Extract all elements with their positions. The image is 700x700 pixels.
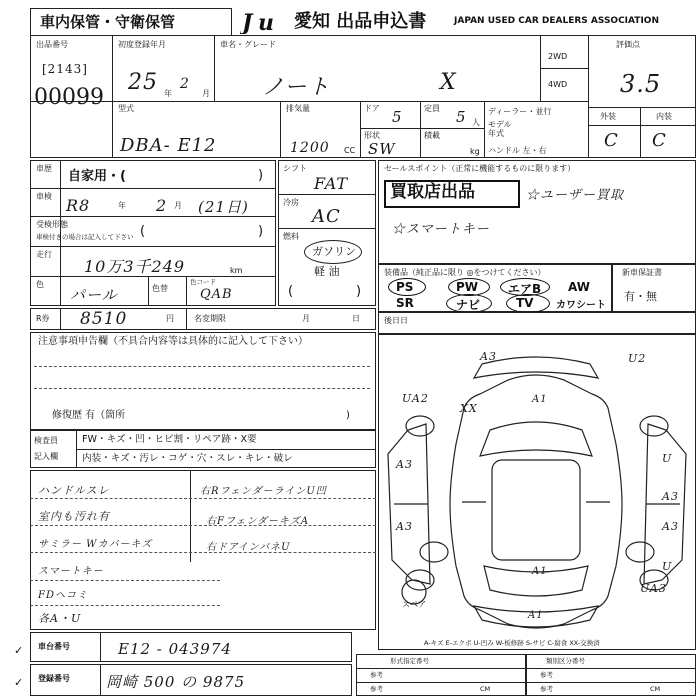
- dealer-handle: ハンドル 左・右: [488, 146, 547, 155]
- chassis-value: E12 - 043974: [118, 640, 232, 658]
- lot-number: 00099: [34, 85, 104, 110]
- score-int-value: C: [652, 130, 667, 151]
- note-right-2: 右FフェンダーキズA: [206, 516, 310, 527]
- load-unit: kg: [470, 147, 480, 156]
- history-label: 車歴: [36, 164, 52, 173]
- repair-close: ): [346, 410, 350, 421]
- name-change-month: 月: [302, 314, 310, 323]
- model-label: 型式: [118, 104, 134, 113]
- rear-box: [378, 312, 696, 334]
- car-grade-value: X: [440, 70, 457, 95]
- shape-label: 形状: [364, 131, 380, 140]
- displacement-unit: CC: [344, 146, 356, 155]
- circle-tv: [506, 294, 550, 313]
- equip-navi: ナビ: [456, 298, 481, 312]
- note-left-5: FDヘコミ: [38, 590, 88, 601]
- mark-ua2-left: UA2: [402, 392, 429, 405]
- category-label: 類別区分番号: [546, 657, 585, 665]
- check-mark-2: ✓: [14, 676, 24, 689]
- ac-value: AC: [312, 206, 341, 227]
- mark-spare: スペア: [402, 600, 426, 609]
- mileage-label: 走行: [36, 250, 52, 259]
- mark-a1-bottom: A1: [532, 566, 548, 577]
- car-name-label: 車名・グレード: [220, 40, 276, 49]
- damage-legend: A-キズ E-エクボ U-凹み W-板修跡 S-サビ C-腐食 XX-交換済: [424, 639, 600, 647]
- cm-1: CM: [480, 685, 491, 693]
- ac-label: 冷房: [283, 198, 299, 207]
- score-label: 評価点: [616, 40, 640, 49]
- rear-label: 後日日: [384, 316, 408, 325]
- inspection-day: (21日): [198, 198, 249, 216]
- circle-ps: [388, 278, 426, 296]
- registration-month-unit: 月: [202, 89, 210, 98]
- capacity-unit: 人: [472, 118, 480, 127]
- color-code-label: 色コード: [190, 278, 216, 286]
- displacement-label: 排気量: [286, 104, 310, 113]
- drive-4wd: 4WD: [548, 80, 568, 89]
- mark-a1-bottom2: A1: [528, 610, 544, 621]
- note-left-4: スマートキー: [38, 566, 104, 577]
- load-label: 積載: [424, 131, 440, 140]
- color-code: QAB: [200, 287, 233, 302]
- fuel-circle: [304, 240, 362, 264]
- color-value: パール: [70, 286, 118, 304]
- mark-a3-left2: A3: [396, 520, 413, 533]
- note-right-3: 右ドアインバネU: [206, 542, 291, 553]
- chassis-label: 車台番号: [38, 642, 70, 651]
- receive-close: ): [258, 224, 264, 239]
- shift-label: シフト: [283, 164, 307, 173]
- notes-title: 注意事項申告欄（不具合内容等は具体的に記入して下さい）: [38, 336, 308, 347]
- dealer-model-year: モデル 年式: [488, 120, 512, 138]
- sales-note-2: ☆スマートキー: [392, 222, 490, 237]
- equip-tv: TV: [516, 296, 534, 310]
- equip-aw: AW: [568, 280, 590, 294]
- dealer-label: ディーラー・並行: [488, 107, 552, 116]
- form-title-en: JAPAN USED CAR DEALERS ASSOCIATION: [454, 16, 659, 26]
- mark-u2: U2: [628, 352, 647, 365]
- form-title: 愛知 出品申込書: [294, 11, 427, 32]
- doors-label: ドア: [364, 104, 380, 113]
- inspection-month: 2: [156, 196, 168, 215]
- score-ext-value: C: [604, 130, 619, 151]
- ref-2: 参考: [370, 685, 383, 693]
- receive-sub: 車検付きの場合は記入して下さい: [36, 233, 134, 241]
- name-change-day: 日: [352, 314, 360, 323]
- history-close: ): [258, 168, 264, 183]
- note-left-2: 室内も汚れ有: [38, 510, 110, 523]
- mileage-unit: km: [230, 266, 243, 275]
- inspection-label: 車検: [36, 192, 52, 201]
- sales-note-1: ☆ユーザー買取: [526, 188, 625, 203]
- color-label: 色: [36, 280, 44, 289]
- registration-label: 初度登録年月: [118, 40, 166, 49]
- lot-label: 出品番号: [36, 40, 68, 49]
- ref-4: 参考: [540, 685, 553, 693]
- receive-paren: (: [140, 224, 146, 239]
- note-left-1: ハンドルスレ: [38, 484, 110, 497]
- mark-a3-right2: A3: [662, 520, 679, 533]
- fuel-gasoline: ガソリン: [312, 245, 356, 258]
- shape-value: SW: [368, 140, 396, 158]
- special-label: 形式指定番号: [390, 657, 429, 665]
- name-change-label: 名変期限: [194, 314, 226, 323]
- plate-value: 岡崎 500 の 9875: [106, 673, 246, 691]
- sales-point-box: [378, 160, 696, 264]
- doors-value: 5: [392, 108, 403, 126]
- fuel-light-oil: 軽 油: [314, 265, 340, 278]
- buyer-stamp-text: 買取店出品: [390, 182, 475, 202]
- note-left-6: 各A・U: [38, 612, 82, 625]
- check-mark-1: ✓: [14, 644, 24, 657]
- mileage-value: 10万3千249: [84, 257, 186, 276]
- mark-a3-left: A3: [396, 458, 413, 471]
- equip-ps: PS: [396, 280, 414, 294]
- mark-xx: XX: [460, 402, 478, 415]
- inspector-line-1: FW・キズ・凹・ヒビ割・リペア跡・X要: [82, 434, 257, 445]
- fuel-label: 燃料: [283, 232, 299, 241]
- warranty-value: 有・無: [624, 290, 657, 303]
- car-name-value: ノート: [262, 75, 331, 100]
- inspection-year-unit: 年: [118, 201, 126, 210]
- capacity-label: 定員: [424, 104, 440, 113]
- mark-a1-roof: A1: [532, 394, 548, 405]
- displacement-value: 1200: [290, 140, 330, 156]
- cm-2: CM: [650, 685, 661, 693]
- r-ken-unit: 円: [166, 314, 174, 323]
- registration-year-unit: 年: [164, 89, 172, 98]
- warranty-label: 新車保証書: [622, 268, 662, 277]
- repair-history: 修復歴 有（箇所: [52, 410, 126, 421]
- mark-u-right2: U: [662, 560, 673, 573]
- shift-value: FAT: [314, 174, 349, 193]
- svg-text:u: u: [258, 10, 274, 34]
- history-value: 自家用・(: [68, 169, 126, 184]
- inspector-line-2: 内装・キズ・汚レ・コゲ・穴・スレ・キレ・破レ: [82, 453, 293, 464]
- color-swap-label: 色替: [152, 284, 168, 293]
- equip-leather: カワシート: [556, 300, 606, 311]
- storage-label: 車内保管・守衛保管: [40, 13, 176, 31]
- svg-text:J: J: [242, 10, 253, 34]
- score-int-label: 内装: [656, 112, 672, 121]
- mark-ua3: UA3: [640, 582, 667, 595]
- plate-label: 登録番号: [38, 674, 70, 683]
- score-ext-label: 外装: [600, 112, 616, 121]
- r-ken-label: R券: [36, 314, 50, 323]
- receive-label: 受検形態: [36, 220, 68, 229]
- equip-pw: PW: [456, 280, 479, 294]
- equipment-label: 装備品（純正品に限り ◎をつけてください）: [384, 268, 546, 277]
- mark-a3-right: A3: [662, 490, 679, 503]
- ju-logo: [240, 10, 290, 34]
- registration-year: 25: [128, 70, 158, 95]
- circle-navi: [446, 294, 492, 313]
- sales-point-label: セールスポイント（正常に機能するものに限ります）: [384, 164, 576, 173]
- lot-small-number: [2143]: [42, 62, 88, 76]
- drive-2wd: 2WD: [548, 52, 568, 61]
- note-left-3: サミラー Wカバーキズ: [38, 539, 153, 550]
- mark-u-right: U: [662, 452, 673, 465]
- capacity-value: 5: [456, 108, 467, 126]
- inspector-label-2: 記入欄: [34, 452, 58, 461]
- ref-3: 参考: [540, 671, 553, 679]
- registration-month: 2: [180, 76, 190, 92]
- inspector-label-1: 検査員: [34, 436, 58, 445]
- score-value: 3.5: [620, 70, 662, 98]
- ref-1: 参考: [370, 671, 383, 679]
- inspection-month-unit: 月: [174, 201, 182, 210]
- equip-sr: SR: [396, 296, 414, 310]
- equip-airbag: エアB: [508, 282, 542, 296]
- r-ken-value: 8510: [80, 309, 128, 329]
- note-right-1: 右RフェンダーラインU凹: [200, 486, 327, 497]
- inspection-era: R8: [66, 196, 91, 215]
- model-value: DBA- E12: [120, 135, 217, 156]
- mark-a3-top: A3: [480, 350, 497, 363]
